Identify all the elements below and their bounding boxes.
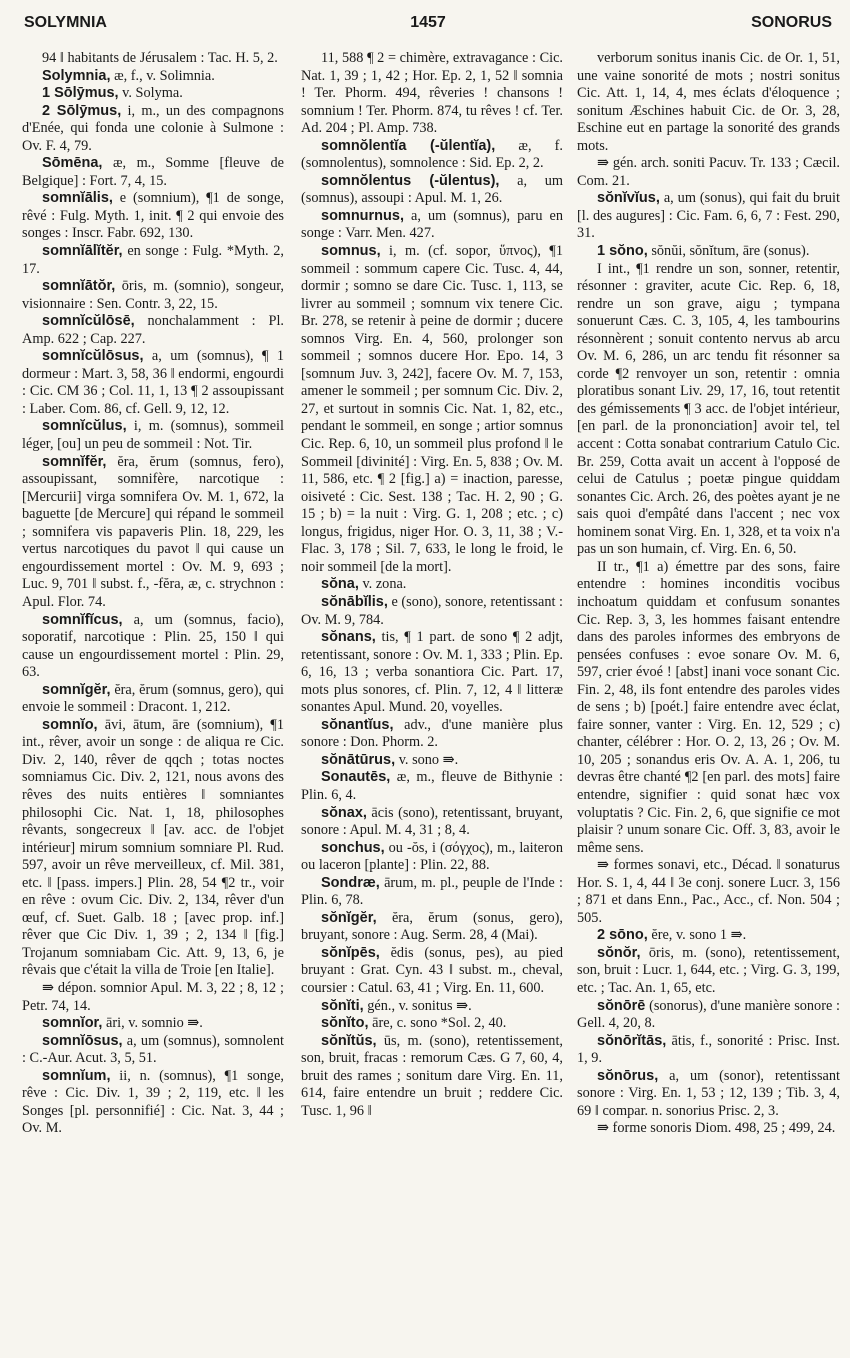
- entry-headword: sŏnōrĭtās,: [597, 1032, 667, 1049]
- entry-headword: somnĭōsus,: [42, 1032, 123, 1049]
- dictionary-entry: [577, 559, 840, 857]
- entry-headword: sŏnantĭus,: [321, 716, 394, 733]
- entry-definition: ii, n. (somnus), ¶1 songe, rêve : Cic. Div. 1, 39 ; 2, 119, etc. ‖ les Songes [pl. personnifié] : Cic. Nat. 3, 44 ; Ov. M.: [22, 1067, 284, 1137]
- dictionary-entry: [301, 138, 563, 173]
- entry-definition: ĕra, ĕrum (somnus, fero), assoupissant, somnifère, narcotique : [Mercurii] virga somnifera Ov. M. 1, 672, la baguette [de Mercure] qui répand le sommeil ; somnifera vis papaveris Plin. 18, 229, les vertus narcotiques du pavot ‖ qui cause un engourdissement mortel : Ov. M. 9, 693 ; Luc. 9, 701 ‖ subst. f., -fĕra, æ, c. strychnon : Apul. Flor. 74.: [22, 453, 284, 610]
- entry-definition: (sonorus), d'une manière sonore : Gell. 4, 20, 8.: [577, 997, 840, 1032]
- entry-definition: a, um (somnus), ¶ 1 dormeur : Mart. 3, 58, 36 ‖ endormi, engourdi : Cic. CM 36 ; Col. 11, 1, 13 ¶ 2 assoupissant : Laber. Com. 86, cf. Gell. 9, 12, 12.: [22, 348, 284, 417]
- entry-definition: a, um (somnus, facio), soporatif, narcotique : Plin. 25, 150 ‖ qui cause un engourdissement mortel : Plin. 29, 63.: [22, 611, 284, 681]
- entry-definition: adv., d'une manière plus sonore : Don. Phorm. 2.: [301, 716, 563, 751]
- entry-definition: ātis, f., sonorité : Prisc. Inst. 1, 9.: [577, 1032, 840, 1067]
- entry-definition: æ, f. (somnolentus), somnolence : Sid. Ep. 2, 2.: [301, 137, 563, 172]
- entry-definition: a, um (somnus), paru en songe : Varr. Men. 427.: [301, 207, 563, 242]
- entry-headword: somnĭor,: [42, 1015, 103, 1032]
- dictionary-entry: [22, 313, 284, 348]
- dictionary-entry: [577, 243, 840, 261]
- entry-headword: somnĭālĭtĕr,: [42, 243, 123, 260]
- entry-definition: ĕre, v. sono 1 ⇛.: [651, 927, 747, 944]
- dictionary-entry: [577, 190, 840, 243]
- dictionary-entry: [577, 155, 840, 190]
- entry-headword: somnĭfĕr,: [42, 453, 107, 470]
- entry-definition: v. sono ⇛.: [398, 751, 459, 768]
- entry-headword: sŏnābĭlis,: [321, 593, 388, 610]
- dictionary-entry: [577, 1033, 840, 1068]
- entry-definition: nonchalamment : Pl. Amp. 622 ; Cap. 227.: [22, 313, 284, 347]
- entry-headword: somnĭgĕr,: [42, 681, 111, 698]
- dictionary-entry: [22, 68, 284, 86]
- dictionary-entry: [577, 927, 840, 945]
- entry-definition: gén., v. sonitus ⇛.: [367, 997, 472, 1014]
- dictionary-entry: [22, 418, 284, 453]
- dictionary-entry: [301, 717, 563, 752]
- entry-headword: 1 sŏno,: [597, 243, 648, 260]
- entry-headword: sŏna,: [321, 576, 359, 593]
- dictionary-entry: [301, 910, 563, 945]
- entry-headword: 2 Sōlȳmus,: [42, 102, 122, 119]
- entry-headword: somnĭātŏr,: [42, 278, 116, 295]
- entry-headword: sŏnātūrus,: [321, 751, 396, 768]
- dictionary-entry: [22, 454, 284, 612]
- entry-headword: 2 sōno,: [597, 927, 648, 944]
- entry-definition: ⇛ dépon. somnior Apul. M. 3, 22 ; 8, 12 ; Petr. 74, 14.: [22, 979, 284, 1014]
- dictionary-entry: [301, 50, 563, 138]
- dictionary-entry: [301, 594, 563, 629]
- dictionary-entry: [301, 840, 563, 875]
- dictionary-entry: [22, 1033, 284, 1068]
- entry-headword: Solymnia,: [42, 67, 111, 84]
- column-3: [577, 50, 840, 1350]
- dictionary-entry: [301, 998, 563, 1016]
- entry-definition: a, um (sonor), retentissant sonore : Virg. En. 1, 53 ; 12, 139 ; Tib. 3, 4, 69 ‖ compar. n. sonorius Prisc. 2, 3.: [577, 1067, 840, 1119]
- dictionary-entry: [577, 945, 840, 998]
- page-number: 1457: [410, 14, 446, 31]
- dictionary-entry: [22, 50, 284, 68]
- entry-definition: v. zona.: [362, 576, 407, 593]
- entry-definition: sŏnŭi, sŏnĭtum, āre (sonus).: [651, 243, 810, 260]
- dictionary-entry: [22, 1015, 284, 1033]
- column-2: [301, 50, 563, 1350]
- dictionary-entry: [301, 208, 563, 243]
- dictionary-entry: [22, 190, 284, 243]
- dictionary-entry: [301, 945, 563, 998]
- entry-definition: i, m. (somnus), sommeil léger, [ou] un peu de sommeil : Not. Tir.: [22, 418, 284, 453]
- entry-definition: ĕdis (sonus, pes), au pied bruyant : Grat. Cyn. 43 ‖ subst. m., cheval, coursier : Catul. 63, 41 ; Virg. En. 11, 600.: [301, 944, 563, 996]
- entry-headword: somnĭfĭcus,: [42, 611, 123, 628]
- entry-definition: I int., ¶1 rendre un son, sonner, retentir, résonner : graviter, acute Cic. Rep. 6, 18, rendre un son grave, aigu ; tympana sonuerunt Cæs. C. 3, 105, 4, les tambourins résonnèrent ; sonuit contento nervus ab arcu Ov. M. 6, 286, un arc tendu fit résonner sa corde ¶2 renvoyer un son, retentir : omnia ploratibus sonant Liv. 29, 17, 16, tout retentit des gémissements ¶ 3 acc. de l'objet intérieur, [en parl. de la prononciation] avoir tel, tel accent : Cotta sonabat contrarium Catulo Cic. Br. 259, Cotta avait un accent à l'opposé de celui de Catulus ; poetæ pingue quiddam sonantes Cic. Arch. 26, des poètes ayant je ne sais quoi d'empâté dans l'accent ; nec vox hominem sonat Virg. En. 1, 328, et ta voix n'a pas un son humain, cf. Virg. En. 6, 50.: [577, 260, 840, 558]
- entry-definition: i, m., un des compagnons d'Enée, qui fonda une colonie à Sulmone : Ov. F. 4, 79.: [22, 102, 284, 154]
- entry-definition: 11, 588 ¶ 2 = chimère, extravagance : Cic. Nat. 1, 39 ; 1, 42 ; Hor. Ep. 2, 1, 52 ‖ somnia ! Ter. Phorm. 494, rêveries ! chansons ! somnium ! Ter. Phorm. 874, tu rêves ! cf. Ter. Ad. 204 ; Pl. Amp. 738.: [301, 50, 563, 137]
- entry-definition: ōris, m. (somnio), songeur, visionnaire : Sen. Contr. 3, 22, 15.: [22, 278, 284, 312]
- entry-headword: sŏnĭto,: [321, 1015, 369, 1032]
- dictionary-entry: [22, 348, 284, 418]
- dictionary-entry: [301, 1015, 563, 1033]
- dictionary-entry: [22, 1068, 284, 1138]
- entry-headword: somnĭo,: [42, 716, 98, 733]
- entry-headword: somnĭcŭlōsus,: [42, 348, 144, 365]
- header-right-guideword: SONORUS: [751, 14, 832, 31]
- entry-definition: æ, m., Somme [fleuve de Belgique] : Fort. 7, 4, 15.: [22, 155, 284, 189]
- entry-headword: sonchus,: [321, 839, 385, 856]
- entry-definition: verborum sonitus inanis Cic. de Or. 1, 51, une vaine sonorité de mots ; nostri sonitus Cic. Att. 1, 14, 4, mes éclats d'éloquence ; sonitum Æschines habuit Cic. de Or. 3, 28, Eschine eut en partage la sonorité des grands mots.: [577, 50, 840, 154]
- entry-definition: ācis (sono), retentissant, bruyant, sonore : Apul. M. 4, 31 ; 8, 4.: [301, 804, 563, 839]
- entry-headword: sŏnōrus,: [597, 1067, 659, 1084]
- entry-headword: sŏnĭpēs,: [321, 944, 380, 961]
- dictionary-entry: [577, 1068, 840, 1121]
- dictionary-entry: [577, 857, 840, 927]
- dictionary-entry: [301, 752, 563, 770]
- entry-headword: sŏnĭtŭs,: [321, 1032, 377, 1049]
- entry-definition: āvi, ātum, āre (somnium), ¶1 int., rêver, avoir un songe : de aliqua re Cic. Div. 2, 140, rêver de qqch ; totas noctes somniamus Cic. Div. 2, 121, nous avons des rêves des nuits entières ‖ somniantes philosophi Cic. Nat. 1, 18, philosophes rêvants, songecreux ‖ [av. acc. de l'objet intérieur] mirum somnium somniare Pl. Rud. 597, avoir un rêve merveilleux, cf. Mil. 381, etc. ‖ [pass. impers.] Plin. 28, 54 ¶2 tr., voir en rêve : ovum Cic. Div. 2, 134, rêver d'un œuf, cf. Suet. Galb. 18 ; [avec prop. inf.] rêver que Cic Div. 1, 39 ; 2, 134 ‖ [fig.] Trojanum somniabam Cic. Att. 9, 13, 6, je rêvais que c'était la villa de Troie [en Italie].: [22, 716, 284, 979]
- column-1: [22, 50, 284, 1350]
- entry-definition: en songe : Fulg. *Myth. 2, 17.: [22, 243, 284, 277]
- entry-headword: somnĭcŭlus,: [42, 418, 127, 435]
- entry-headword: sŏnĭvĭus,: [597, 190, 660, 207]
- dictionary-entry: [577, 50, 840, 155]
- entry-definition: tis, ¶ 1 part. de sono ¶ 2 adjt, retentissant, sonore : Ov. M. 1, 333 ; Plin. Ep. 6, 16, 13 ; verba sonantiora Cic. Part. 17, mots plus sonores, cf. Plin. 7, 12, 4 ‖ litteræ sonantes Apul. Mund. 20, voyelles.: [301, 629, 563, 716]
- entry-definition: æ, m., fleuve de Bithynie : Plin. 6, 4.: [301, 769, 563, 803]
- dictionary-entry: [22, 278, 284, 313]
- dictionary-entry: [22, 980, 284, 1015]
- entry-definition: i, m. (cf. sopor, ὕπνος), ¶1 sommeil : sommum capere Cic. Tusc. 4, 44, dormir ; somno se dare Cic. Tusc. 1, 113, se livrer au sommeil ; somnum vix tenere Cic. Br. 278, se retenir à peine de dormir ; ducere somnos Virg. En. 4, 560, prolonger son sommeil ; somnos ducere Hor. Epo. 14, 3 [somnum Juv. 3, 242], facere Ov. M. 7, 153, amener le sommeil ; per somnum Cic. Div. 2, 27, et surtout in somnis Cic. Nat. 1, 82, etc., pendant le sommeil, en songe ; artior somnus Cic. Rep. 6, 10, un sommeil plus profond ‖ le Sommeil [divinité] : Virg. En. 5, 838 ; Ov. M. 11, 586, etc. ¶ 2 [fig.] a) = inaction, paresse, oisiveté : Cic. Sest. 138 ; Tac. H. 2, 90 ; G. 15 ; b) = la nuit : Virg. G. 1, 208 ; etc. ; c) longus, frigidus, niger Hor. O. 3, 11, 38 ; V.-Flac. 3, 178 ; Sil. 7, 633, le long le froid, le noir sommeil [de la mort].: [301, 243, 563, 575]
- dictionary-entry: [22, 612, 284, 682]
- entry-headword: somnurnus,: [321, 207, 404, 224]
- dictionary-entry: [577, 998, 840, 1033]
- entry-definition: āri, v. somnio ⇛.: [106, 1015, 203, 1032]
- entry-definition: ārum, m. pl., peuple de l'Inde : Plin. 6, 78.: [301, 874, 563, 909]
- entry-definition: ⇛ forme sonoris Diom. 498, 25 ; 499, 24.: [597, 1120, 836, 1137]
- entry-headword: Sōmēna,: [42, 155, 103, 172]
- page-header: [24, 14, 832, 42]
- entry-headword: sŏnōrē: [597, 997, 646, 1014]
- entry-definition: ōris, m. (sono), retentissement, son, bruit : Lucr. 1, 644, etc. ; Virg. G. 3, 199, etc. ; Tac. An. 1, 65, etc.: [577, 944, 840, 996]
- dictionary-entry: [22, 155, 284, 190]
- entry-definition: a, um (somnus), assoupi : Apul. M. 1, 26.: [301, 172, 563, 207]
- dictionary-entry: [22, 85, 284, 103]
- entry-headword: somnĭcŭlōsē,: [42, 313, 135, 330]
- entry-headword: somnus,: [321, 243, 381, 260]
- entry-definition: a, um (sonus), qui fait du bruit [l. des augures] : Cic. Fam. 6, 6, 7 : Fest. 290, 31.: [577, 190, 840, 242]
- dictionary-entry: [577, 261, 840, 559]
- entry-headword: sŏnĭgĕr,: [321, 909, 377, 926]
- entry-headword: somnĭum,: [42, 1067, 111, 1084]
- entry-headword: Sondræ,: [321, 874, 380, 891]
- entry-definition: a, um (somnus), somnolent : C.-Aur. Acut. 3, 5, 51.: [22, 1032, 284, 1067]
- entry-definition: ĕra, ĕrum (somnus, gero), qui envoie le sommeil : Dracont. 1, 212.: [22, 681, 284, 716]
- dictionary-entry: [301, 243, 563, 576]
- dictionary-entry: [22, 717, 284, 980]
- entry-headword: 1 Sōlȳmus,: [42, 85, 119, 102]
- entry-definition: ūs, m. (sono), retentissement, son, bruit, fracas : remorum Cæs. G 7, 60, 4, bruit des rames ; sonitum dare Virg. En. 11, 614, faire entendre un bruit ; reddere Cic. Tusc. 1, 96 ‖: [301, 1032, 563, 1119]
- entry-headword: sŏnans,: [321, 629, 376, 646]
- dictionary-entry: [301, 629, 563, 717]
- entry-headword: somnĭālis,: [42, 190, 113, 207]
- entry-definition: e (sono), sonore, retentissant : Ov. M. 9, 784.: [301, 593, 563, 628]
- entry-headword: sŏnŏr,: [597, 944, 641, 961]
- entry-headword: sŏnĭti,: [321, 997, 364, 1014]
- entry-definition: ⇛ formes sonavi, etc., Décad. ‖ sonaturus Hor. S. 1, 4, 44 ‖ 3e conj. sonere Lucr. 3, 156 ; 871 et dans Enn., Pac., Acc., cf. Non. 504 ; 505.: [577, 857, 840, 926]
- entry-definition: e (somnium), ¶1 de songe, rêvé : Fulg. Myth. 1, init. ¶ 2 qui envoie des songes : Inscr. Fabr. 692, 130.: [22, 190, 284, 242]
- entry-headword: somnŏlentĭa (-ŭlentĭa),: [321, 137, 496, 154]
- dictionary-entry: [22, 682, 284, 717]
- entry-definition: ou -ŏs, i (σόγχος), m., laiteron ou laceron [plante] : Plin. 22, 88.: [301, 839, 563, 874]
- header-left-guideword: SOLYMNIA: [24, 14, 107, 31]
- dictionary-entry: [301, 875, 563, 910]
- entry-definition: II tr., ¶1 a) émettre par des sons, faire entendre : homines inconditis vocibus inchoatum quiddam et confusum sonantes Cic. Rep. 3, 3, les hommes faisant entendre dans des paroles informes des embryons de pensées confuses : evoe sonare Ov. M. 6, 597, crier évoé ! [abst] inani voce sonant Cic. Fin. 2, 48, ils font entendre des paroles vides de sens ; b) [poét.] faire entendre avec éclat, faire sonner, vanter : Virg. En. 12, 529 ; c) chanter, célébrer : Hor. O. 2, 13, 26 ; Ov. M. 10, 205 ; sonandus eris Ov. A. A. 1, 206, tu devras être chanté ¶2 [en parl. des mots] faire entendre, signifier : quid sonat hæc vox voluptatis ? Cic. Fin. 2, 6, que signifie ce mot plaisir ? unum sonare Cic. Off. 3, 83, avoir le même sens.: [577, 558, 840, 856]
- dictionary-entry: [301, 1033, 563, 1121]
- dictionary-entry: [301, 805, 563, 840]
- dictionary-entry: [301, 576, 563, 594]
- entry-definition: 94 ‖ habitants de Jérusalem : Tac. H. 5, 2.: [42, 50, 278, 66]
- entry-headword: somnŏlentus (-ŭlentus),: [321, 172, 500, 189]
- entry-definition: ĕra, ĕrum (sonus, gero), bruyant, sonore : Aug. Serm. 28, 4 (Mai).: [301, 909, 563, 944]
- dictionary-entry: [301, 769, 563, 804]
- entry-definition: v. Solyma.: [122, 85, 183, 102]
- entry-definition: āre, c. sono *Sol. 2, 40.: [372, 1015, 507, 1032]
- entry-definition: æ, f., v. Solimnia.: [114, 67, 215, 84]
- entry-headword: Sonautēs,: [321, 769, 391, 786]
- dictionary-entry: [577, 1120, 840, 1138]
- dictionary-entry: [301, 173, 563, 208]
- entry-headword: sŏnax,: [321, 804, 367, 821]
- entry-definition: ⇛ gén. arch. soniti Pacuv. Tr. 133 ; Cæcil. Com. 21.: [577, 155, 840, 189]
- dictionary-entry: [22, 103, 284, 156]
- dictionary-entry: [22, 243, 284, 278]
